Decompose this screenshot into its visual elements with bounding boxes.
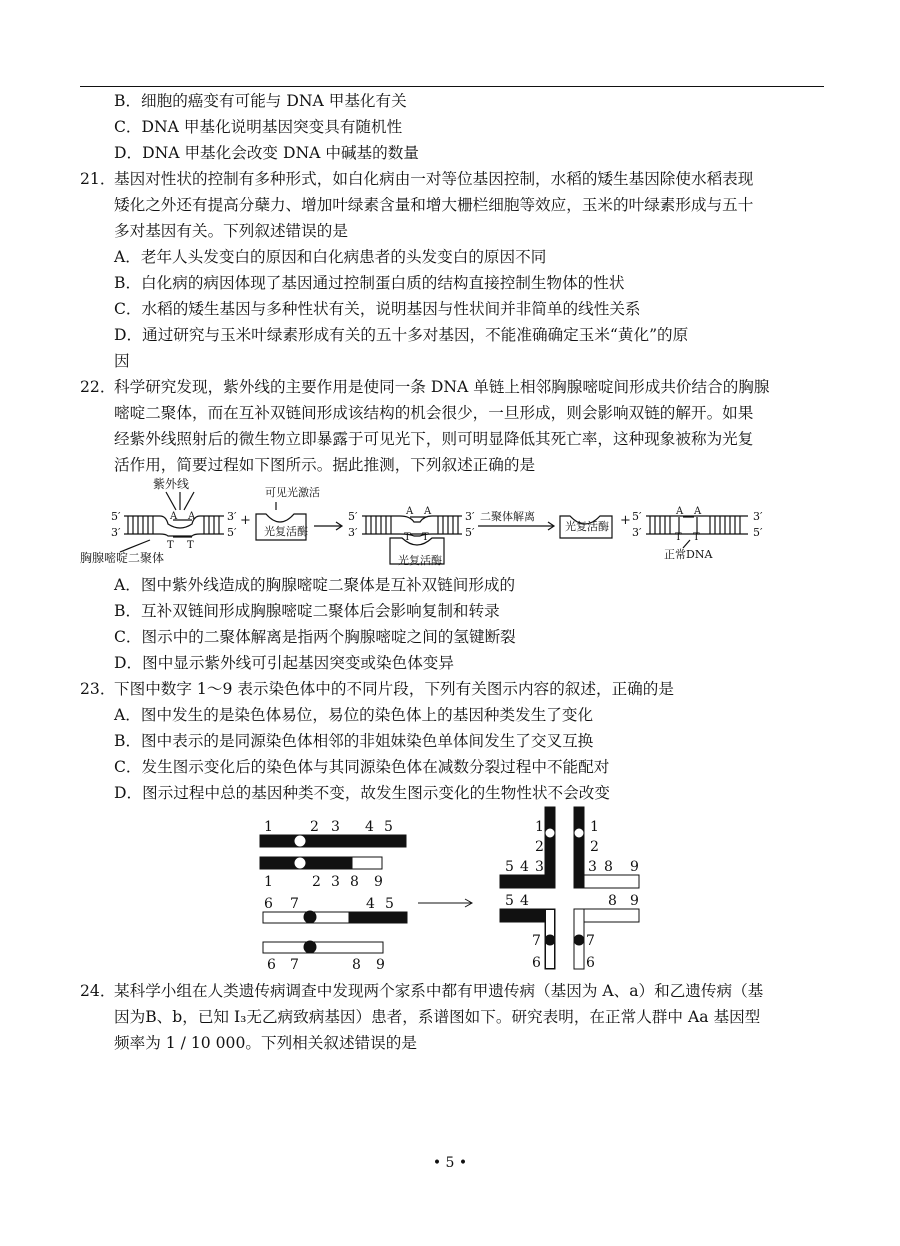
q21-stem-text-1: 基因对性状的控制有多种形式，如白化病由一对等位基因控制，水稻的矮生基因除使水稻表现 bbox=[114, 170, 754, 188]
chr4-label-7: 7 bbox=[290, 957, 299, 970]
chr3-label-6: 6 bbox=[264, 896, 273, 912]
q21-option-b: B．白化病的病因体现了基因通过控制蛋白质的结构直接控制生物体的性状 bbox=[114, 274, 625, 292]
page-number: • 5 • bbox=[432, 1155, 468, 1171]
q21-option-a: A．老年人头发变白的原因和白化病患者的头发变白的原因不同 bbox=[114, 248, 547, 266]
q23-option-c: C．发生图示变化后的染色体与其同源染色体在减数分裂过程中不能配对 bbox=[114, 758, 610, 776]
q21-stem-line-2: 矮化之外还有提高分蘖力、增加叶绿素含量和增大栅栏细胞等效应，玉米的叶绿素形成与五十 bbox=[114, 196, 754, 214]
dna3-5prime-top: 5′ bbox=[632, 510, 642, 523]
q22-stem-line-4: 活作用，简要过程如下图所示。据此推测，下列叙述正确的是 bbox=[114, 456, 536, 474]
chr2-label-9: 9 bbox=[374, 874, 383, 890]
normal-dna-label: 正常DNA bbox=[664, 548, 713, 561]
r1-label-3: 3 bbox=[535, 859, 544, 875]
dna3-3prime-top: 3′ bbox=[753, 510, 763, 523]
dna3-5prime-bottom: 5′ bbox=[753, 526, 763, 539]
q22-option-b: B．互补双链间形成胸腺嘧啶二聚体后会影响复制和转录 bbox=[114, 602, 500, 620]
q22-option-a: A．图中紫外线造成的胸腺嘧啶二聚体是互补双链间形成的 bbox=[114, 576, 516, 594]
r4-label-9: 9 bbox=[630, 893, 639, 909]
r1-label-1: 1 bbox=[535, 819, 544, 835]
q24-stem-text-1: 某科学小组在人类遗传病调查中发现两个家系中都有甲遗传病（基因为 A、a）和乙遗传病（基 bbox=[114, 982, 764, 1000]
chr2-label-2: 2 bbox=[312, 874, 321, 890]
q22-stem-line-1 bbox=[80, 374, 824, 400]
r1-label-2: 2 bbox=[535, 839, 544, 855]
q22-number: 22． bbox=[80, 378, 116, 396]
dna1-3prime-top: 3′ bbox=[227, 510, 237, 523]
chr4-label-6: 6 bbox=[267, 957, 276, 970]
r3-label-6: 6 bbox=[532, 955, 541, 970]
q22-option-c: C．图示中的二聚体解离是指两个胸腺嘧啶之间的氢键断裂 bbox=[114, 628, 516, 646]
chr1-label-1: 1 bbox=[264, 819, 273, 835]
r1-label-5: 5 bbox=[505, 859, 514, 875]
chr2-label-1: 1 bbox=[264, 874, 273, 890]
dna3-3prime-bottom: 3′ bbox=[632, 526, 642, 539]
q23-number: 23． bbox=[80, 680, 116, 698]
dna2-5prime-top: 5′ bbox=[348, 510, 358, 523]
dna2-3prime-top: 3′ bbox=[465, 510, 475, 523]
photoreactivation-diagram bbox=[80, 474, 770, 574]
r2-label-8: 8 bbox=[604, 859, 613, 875]
dna2-5prime-bottom: 5′ bbox=[465, 526, 475, 539]
q22-option-d: D．图中显示紫外线可引起基因突变或染色体变异 bbox=[114, 654, 454, 672]
chr1-label-2: 2 bbox=[310, 819, 319, 835]
q21-option-d: D．通过研究与玉米叶绿素形成有关的五十多对基因，不能准确确定玉米“黄化”的原 bbox=[114, 326, 689, 344]
r3-label-5: 5 bbox=[505, 893, 514, 909]
r2-label-3: 3 bbox=[588, 859, 597, 875]
dna1-3prime-bottom: 3′ bbox=[111, 526, 121, 539]
enzyme-label-2: 光复活酶 bbox=[398, 554, 442, 567]
dna2-3prime-bottom: 3′ bbox=[348, 526, 358, 539]
r2-label-1: 1 bbox=[590, 819, 599, 835]
r3-label-4: 4 bbox=[520, 893, 529, 909]
chr2-label-8: 8 bbox=[350, 874, 359, 890]
chr1-label-5: 5 bbox=[384, 819, 393, 835]
q20-option-d: D．DNA 甲基化会改变 DNA 中碱基的数量 bbox=[114, 144, 419, 162]
dna3-base-a1: A bbox=[676, 506, 684, 517]
chr3-label-4: 4 bbox=[366, 896, 375, 912]
q21-option-c: C．水稻的矮生基因与多种性状有关，说明基因与性状间并非简单的线性关系 bbox=[114, 300, 641, 318]
r1-label-4: 4 bbox=[520, 859, 529, 875]
q24-stem-line-2: 因为B、b，已知 Ⅰ₃无乙病致病基因）患者，系谱图如下。研究表明，在正常人群中 Aa 基因型 bbox=[114, 1008, 761, 1026]
dna1-5prime-top: 5′ bbox=[111, 510, 121, 523]
q20-option-b: B．细胞的癌变有可能与 DNA 甲基化有关 bbox=[114, 92, 407, 110]
plus-sign-1: + bbox=[240, 513, 251, 528]
dissociation-label: 二聚体解离 bbox=[480, 510, 535, 523]
dimer-label: 胸腺嘧啶二聚体 bbox=[80, 551, 165, 565]
q21-option-d-cont: 因 bbox=[114, 352, 130, 370]
r2-label-2: 2 bbox=[590, 839, 599, 855]
dna1-base-t1: T bbox=[167, 540, 174, 551]
dna2-base-t1: T bbox=[404, 532, 411, 543]
q22-stem-line-3: 经紫外线照射后的微生物立即暴露于可见光下，则可明显降低其死亡率，这种现象被称为光复 bbox=[114, 430, 754, 448]
q23-stem-text: 下图中数字 1～9 表示染色体中的不同片段，下列有关图示内容的叙述，正确的是 bbox=[114, 680, 674, 698]
plus-sign-2: + bbox=[620, 513, 631, 528]
dna3-base-a2: A bbox=[694, 506, 702, 517]
r4-label-8: 8 bbox=[608, 893, 617, 909]
q23-stem-line bbox=[80, 676, 824, 702]
r3-label-7: 7 bbox=[532, 933, 541, 949]
r4-label-7: 7 bbox=[586, 933, 595, 949]
chr3-label-7: 7 bbox=[290, 896, 299, 912]
dna2-base-a2: A bbox=[424, 506, 432, 517]
q24-stem-line-3: 频率为 1 / 10 000。下列相关叙述错误的是 bbox=[114, 1034, 417, 1052]
dna3-base-t1: T bbox=[675, 532, 682, 543]
visible-light-label: 可见光激活 bbox=[265, 486, 320, 499]
q22-stem-text-1: 科学研究发现，紫外线的主要作用是使同一条 DNA 单链上相邻胸腺嘧啶间形成共价结合的胸腺 bbox=[114, 378, 770, 396]
dna1-base-a1: A bbox=[170, 511, 178, 522]
q21-stem-line-1 bbox=[80, 166, 824, 192]
dna3-base-t2: T bbox=[693, 532, 700, 543]
enzyme-label-3: 光复活酶 bbox=[565, 520, 609, 533]
q24-number: 24． bbox=[80, 982, 116, 1000]
q22-stem-line-2: 嘧啶二聚体，而在互补双链间形成该结构的机会很少，一旦形成，则会影响双链的解开。如果 bbox=[114, 404, 754, 422]
q21-number: 21． bbox=[80, 170, 116, 188]
q21-stem-line-3: 多对基因有关。下列叙述错误的是 bbox=[114, 222, 348, 240]
chr4-label-9: 9 bbox=[376, 957, 385, 970]
header-rule bbox=[80, 86, 824, 87]
dna1-5prime-bottom: 5′ bbox=[227, 526, 237, 539]
q24-stem-line-1 bbox=[80, 978, 824, 1004]
chr2-label-3: 3 bbox=[331, 874, 340, 890]
q23-option-a: A．图中发生的是染色体易位，易位的染色体上的基因种类发生了变化 bbox=[114, 706, 594, 724]
q23-option-d: D．图示过程中总的基因种类不变，故发生图示变化的生物性状不会改变 bbox=[114, 784, 610, 802]
q23-option-b: B．图中表示的是同源染色体相邻的非姐妹染色单体间发生了交叉互换 bbox=[114, 732, 594, 750]
chr1-label-3: 3 bbox=[331, 819, 340, 835]
chromosome-translocation-diagram bbox=[250, 805, 650, 970]
enzyme-label-1: 光复活酶 bbox=[264, 525, 308, 538]
chr4-label-8: 8 bbox=[352, 957, 361, 970]
dna2-base-a1: A bbox=[406, 506, 414, 517]
dna1-base-t2: T bbox=[187, 540, 194, 551]
uv-label: 紫外线 bbox=[153, 477, 190, 491]
dna1-base-a2: A bbox=[188, 511, 196, 522]
chr3-label-5: 5 bbox=[385, 896, 394, 912]
chr1-label-4: 4 bbox=[365, 819, 374, 835]
dna2-base-t2: T bbox=[422, 532, 429, 543]
q20-option-c: C．DNA 甲基化说明基因突变具有随机性 bbox=[114, 118, 403, 136]
r4-label-6: 6 bbox=[586, 955, 595, 970]
r2-label-9: 9 bbox=[630, 859, 639, 875]
